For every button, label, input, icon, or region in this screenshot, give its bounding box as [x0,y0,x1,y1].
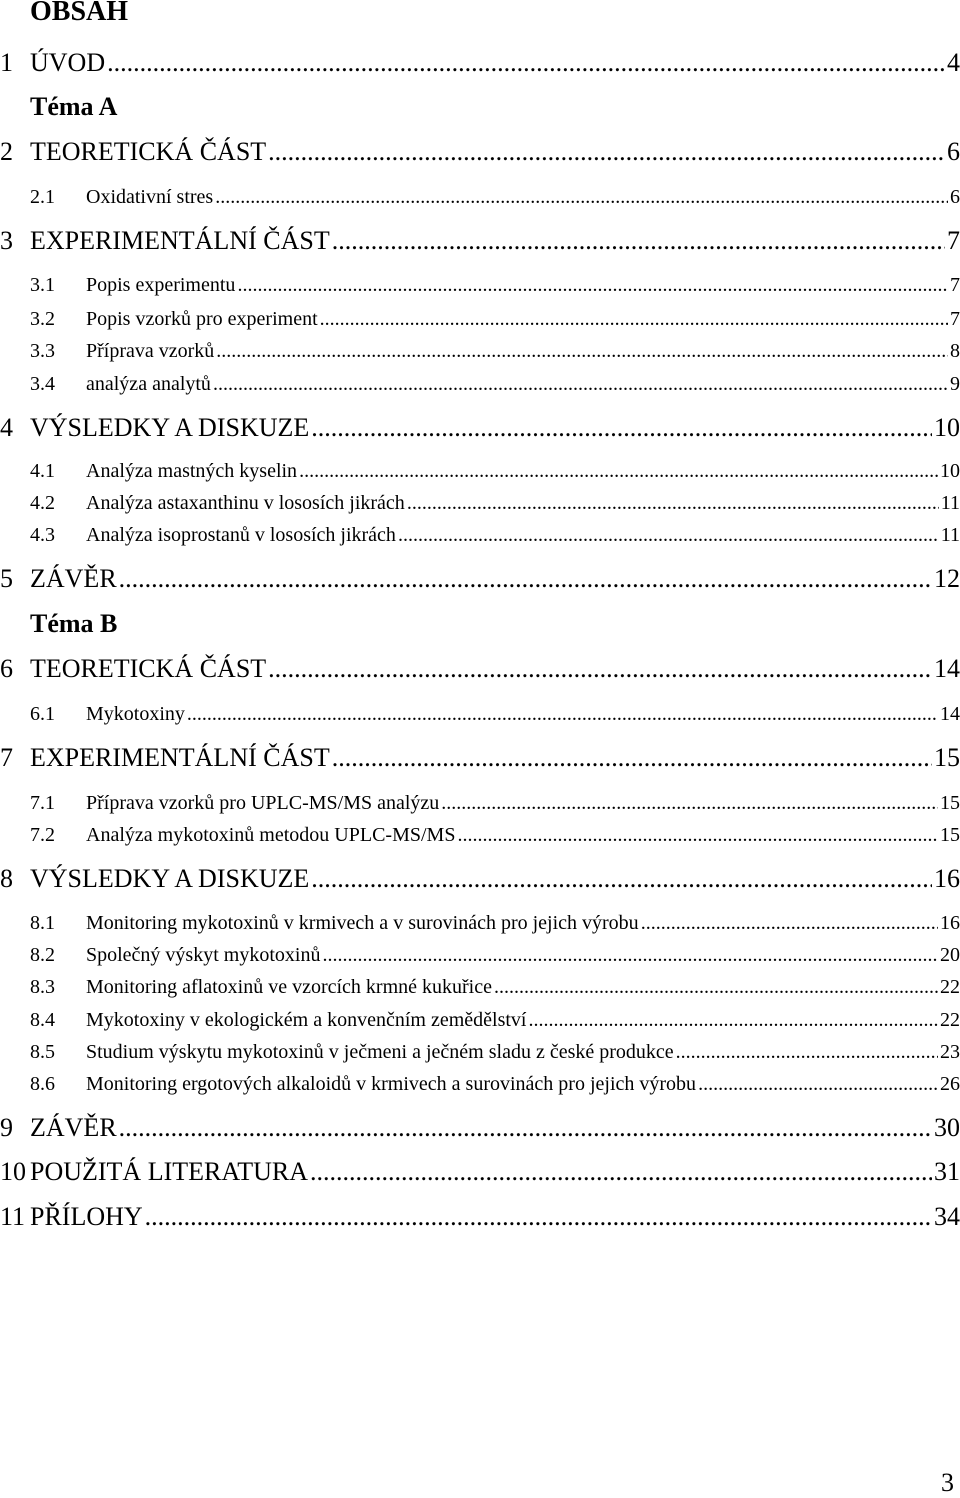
toc-entry[interactable] [0,137,960,167]
toc-number: 3.4 [30,373,55,395]
toc-text: Společný výskyt mykotoxinů [86,944,321,966]
toc-number: 3 [0,226,13,255]
toc-text: VÝSLEDKY A DISKUZE [30,413,310,442]
toc-entry[interactable] [0,792,960,815]
toc-leader [332,226,945,256]
toc-number: 7 [0,743,13,772]
toc-text: ZÁVĚR [30,1113,117,1142]
toc-number: 3.3 [30,340,55,362]
section-theme-b: Téma B [30,609,118,638]
toc-number: 2 [0,137,13,166]
toc-number: 4.1 [30,460,55,482]
toc-entry[interactable] [0,340,960,363]
toc-entry[interactable] [0,1113,960,1143]
toc-page: 7 [947,226,960,255]
toc-entry[interactable] [0,564,960,594]
toc-number: 4.3 [30,524,55,546]
toc-text: Popis vzorků pro experiment [86,308,318,330]
toc-page: 30 [934,1113,960,1142]
toc-leader [528,1009,938,1032]
toc-entry[interactable] [0,1073,960,1096]
toc-page: 34 [934,1202,960,1231]
toc-number: 4.2 [30,492,55,514]
toc-page: 12 [934,564,960,593]
toc-text: Analýza mykotoxinů metodou UPLC-MS/MS [86,824,456,846]
toc-leader [457,824,938,847]
toc-text: Monitoring ergotových alkaloidů v krmivech a surovinách pro jejich výrobu [86,1073,697,1095]
toc-entry[interactable] [0,274,960,297]
toc-entry[interactable] [0,944,960,967]
toc-number: 8.5 [30,1041,55,1063]
toc-text: ZÁVĚR [30,564,117,593]
toc-page: 15 [934,743,960,772]
toc-page: 14 [940,703,960,725]
toc-text: POUŽITÁ LITERATURA [30,1157,309,1186]
toc-leader [310,1157,932,1187]
toc-entry[interactable] [0,654,960,684]
toc-entry[interactable] [0,48,960,78]
toc-number: 8.4 [30,1009,55,1031]
toc-leader [268,654,932,684]
page-title: OBSAH [30,0,129,27]
toc-entry[interactable] [0,976,960,999]
toc-page: 6 [950,186,960,208]
toc-leader [332,743,932,773]
toc-text: TEORETICKÁ ČÁST [30,137,267,166]
toc-page: 9 [950,373,960,395]
toc-text: Monitoring aflatoxinů ve vzorcích krmné kukuřice [86,976,492,998]
toc-leader [311,413,932,443]
toc-text: analýza analytů [86,373,211,395]
toc-entry[interactable] [0,743,960,773]
toc-entry[interactable] [0,1202,960,1232]
toc-number: 7.2 [30,824,55,846]
toc-text: Monitoring mykotoxinů v krmivech a v surovinách pro jejich výrobu [86,912,639,934]
toc-text: VÝSLEDKY A DISKUZE [30,864,310,893]
page-number: 3 [941,1468,954,1497]
toc-page: 14 [934,654,960,683]
toc-leader [398,524,939,547]
toc-text: Analýza astaxanthinu v lososích jikrách [86,492,405,514]
toc-leader [494,976,938,999]
toc-text: ÚVOD [30,48,106,77]
toc-leader [268,137,945,167]
toc-entry[interactable] [0,492,960,515]
toc-page: 20 [940,944,960,966]
toc-number: 3.1 [30,274,55,296]
toc-entry[interactable] [0,524,960,547]
toc-entry[interactable] [0,703,960,726]
toc-page: 26 [940,1073,960,1095]
toc-leader [311,864,932,894]
toc-number: 8 [0,864,13,893]
toc-page: 15 [940,792,960,814]
toc-page: 23 [940,1041,960,1063]
toc-text: Příprava vzorků pro UPLC-MS/MS analýzu [86,792,440,814]
toc-page: 4 [947,48,960,77]
toc-page: 16 [940,912,960,934]
toc-number: 3.2 [30,308,55,330]
toc-text: Analýza isoprostanů v lososích jikrách [86,524,396,546]
toc-entry[interactable] [0,308,960,331]
toc-leader [213,373,948,396]
toc-text: EXPERIMENTÁLNÍ ČÁST [30,743,330,772]
toc-text: Popis experimentu [86,274,236,296]
toc-leader [299,460,938,483]
toc-page: 10 [934,413,960,442]
toc-text: Mykotoxiny v ekologickém a konvenčním zemědělství [86,1009,527,1031]
toc-entry[interactable] [0,1041,960,1064]
toc-number: 6 [0,654,13,683]
toc-number: 9 [0,1113,13,1142]
toc-page: 7 [950,274,960,296]
toc-leader [407,492,939,515]
toc-page: 31 [934,1157,960,1186]
toc-leader [322,944,938,967]
toc-text: Příprava vzorků [86,340,215,362]
toc-entry[interactable] [0,413,960,443]
toc-entry[interactable] [0,864,960,894]
toc-text: Analýza mastných kyselin [86,460,298,482]
toc-number: 6.1 [30,703,55,725]
toc-leader [187,703,938,726]
toc-leader [320,308,948,331]
toc-text: TEORETICKÁ ČÁST [30,654,267,683]
toc-entry[interactable] [0,1009,960,1032]
toc-number: 8.2 [30,944,55,966]
toc-number: 11 [0,1202,26,1231]
toc-page: 22 [940,1009,960,1031]
toc-leader [676,1041,938,1064]
toc-entry[interactable] [0,460,960,483]
toc-entry[interactable] [0,1157,960,1187]
toc-number: 8.6 [30,1073,55,1095]
toc-leader [698,1073,938,1096]
toc-entry[interactable] [0,912,960,935]
toc-text: Mykotoxiny [86,703,185,725]
toc-page: 22 [940,976,960,998]
toc-number: 8.3 [30,976,55,998]
toc-text: Oxidativní stres [86,186,214,208]
toc-page: 10 [940,460,960,482]
toc-number: 10 [0,1157,26,1186]
toc-page: 6 [947,137,960,166]
toc-number: 2.1 [30,186,55,208]
section-theme-a: Téma A [30,92,118,121]
toc-number: 1 [0,48,13,77]
toc-number: 8.1 [30,912,55,934]
toc-leader [107,48,945,78]
toc-entry[interactable] [0,824,960,847]
toc-leader [441,792,938,815]
toc-number: 4 [0,413,13,442]
toc-leader [641,912,938,935]
toc-leader [216,340,948,363]
toc-leader [215,186,948,209]
toc-page: 15 [940,824,960,846]
toc-text: Studium výskytu mykotoxinů v ječmeni a ječném sladu z české produkce [86,1041,674,1063]
toc-entry[interactable] [0,186,960,209]
toc-leader [119,564,932,594]
toc-page: 16 [934,864,960,893]
toc-page: 11 [940,524,960,546]
toc-page: 8 [950,340,960,362]
toc-page: 11 [940,492,960,514]
toc-entry[interactable] [0,373,960,396]
toc-number: 7.1 [30,792,55,814]
toc-text: PŘÍLOHY [30,1202,143,1231]
toc-page: 7 [950,308,960,330]
toc-text: EXPERIMENTÁLNÍ ČÁST [30,226,330,255]
toc-leader [237,274,948,297]
toc-entry[interactable] [0,226,960,256]
toc-leader [119,1113,932,1143]
toc-number: 5 [0,564,13,593]
toc-leader [145,1202,932,1232]
